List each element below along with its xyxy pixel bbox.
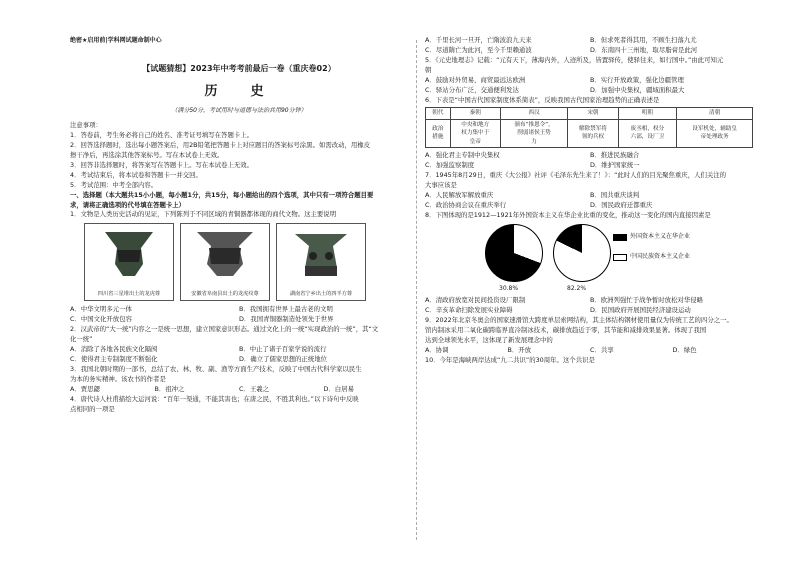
option-c[interactable]: C．加强监察制度 <box>425 160 475 169</box>
question-9-stem: 达到全球领先水平，这体现了新发展理念中的 <box>425 336 553 345</box>
table-cell: 政治 措施 <box>426 119 451 147</box>
option-b[interactable]: B．祖冲之 <box>154 384 185 393</box>
bronze-square-zun-icon <box>283 228 359 280</box>
artifact-caption: 四川省三星堆出土的龙虎尊 <box>97 291 161 298</box>
artifact-caption: 湖南省宁乡出土的四羊方尊 <box>289 291 353 298</box>
q2-options-row <box>70 355 408 365</box>
option-d[interactable]: D．绿色 <box>672 346 697 355</box>
question-3-stem: 3．我国北朝时期的一部书，总结了农、林、牧、副、渔等方面生产技术，反映了中国古代科学家以民生 <box>70 364 362 373</box>
exam-meta: （满分50分，考试用时与道德与法治共用90分钟） <box>171 106 307 114</box>
exam-title: 【试题猜想】2023年中考考前最后一卷（重庆卷02） <box>142 64 336 74</box>
q2-options-row <box>70 345 408 355</box>
option-a[interactable]: A．协调 <box>425 346 449 355</box>
note-item: 1．答卷前，考生务必将自己的姓名、准考证号填写在答题卡上。 <box>70 131 254 140</box>
artifact-image <box>276 223 366 301</box>
table-cell: 中央和地方 权力集中于 皇帝 <box>450 119 500 147</box>
bronze-zun-icon <box>91 228 167 280</box>
option-c[interactable]: C．辛亥革命扫除发展实业障碍 <box>425 306 513 315</box>
pie-data-label: 30.8% <box>499 285 519 293</box>
q1-options-row <box>70 315 408 325</box>
right-column <box>425 36 755 366</box>
option-c[interactable]: C．使得君主专制制度不断强化 <box>70 354 158 363</box>
question-6-stem: 6．下表是“中国古代国家制度体系简表”，反映我国古代国家治理趋势的正确表述是 <box>425 95 660 104</box>
option-a[interactable]: A．中华文明多元一体 <box>70 305 132 314</box>
q9-options-row <box>425 346 755 356</box>
dynasty-table <box>425 107 753 148</box>
table-cell: 解除禁军将 领的兵权 <box>568 119 618 147</box>
option-d[interactable]: D．国民政府迁都重庆 <box>590 200 653 209</box>
q8-options-row <box>425 306 755 316</box>
table-cell: 废丞相，权分 六部，设厂卫 <box>618 119 677 147</box>
question-4-stem: 4．唐代诗人杜甫描绘大运河说：“百年一渠通，不能其害也；在唐之民，不胜其利也。”以下诗句中反映 <box>70 394 359 403</box>
note-item: 擦干净后，再选涂其他答案标号。写在本试卷上无效。 <box>70 150 224 159</box>
table-header: 西汉 <box>500 108 568 119</box>
table-cell: 颁布“推恩令”， 削弱诸侯王势 力 <box>500 119 568 147</box>
secret-label: 绝密★启用前|学科网试题命制中心 <box>70 37 162 44</box>
artifact-image <box>180 223 270 301</box>
q7-options-row <box>425 201 755 211</box>
question-2-stem: 化一统” <box>70 335 93 344</box>
option-b[interactable]: B．我国拥有世界上最古老的文明 <box>239 305 333 314</box>
legend-item-national: 中国民族资本主义企业 <box>613 252 690 261</box>
option-a[interactable]: A．贾思勰 <box>70 384 100 393</box>
q6-options-row <box>425 161 755 171</box>
option-d[interactable]: D．确立了儒家思想的正统地位 <box>239 354 327 363</box>
question-7-stem: 7．1945年8月29日，重庆《大公报》社评《毛泽东先生来了！》：“此时人们的目光聚焦重庆，人们关注的 <box>425 170 727 179</box>
artifact-image <box>84 223 174 301</box>
legend-item-foreign: 外国资本主义在华企业 <box>613 232 690 241</box>
pie-chart-area <box>425 222 755 294</box>
option-b[interactable]: B．中止了诸子百家学说的流行 <box>239 345 327 354</box>
option-d[interactable]: D．民国政府开展国民经济建设运动 <box>590 306 691 315</box>
q3-options-row <box>70 385 408 395</box>
q1-options-row <box>70 305 408 315</box>
question-1-stem: 1．文物是人类历史活动的见证，下列陈列于不同区域的青铜器都体现的商代文物。这主要说明 <box>70 210 337 219</box>
pie-slice-chart-1921 <box>553 224 611 282</box>
option-c[interactable]: C．王羲之 <box>239 384 270 393</box>
table-cell: 设军机处，辅助皇 帝处理政务 <box>677 119 753 147</box>
section-heading: 一、选择题（本大题共15小小题，每小题1分，共15分，每小题给出的四个选项，其中只有一项符合题目要 <box>70 190 374 199</box>
option-c[interactable]: C．政治协商会议在重庆举行 <box>425 200 507 209</box>
option-b[interactable]: B．开放 <box>507 346 532 355</box>
option-d[interactable]: D．我国青铜器制造处领先于世界 <box>239 315 334 324</box>
option-b[interactable]: B．欧洲列强忙于战争暂时放松对华侵略 <box>590 296 704 305</box>
option-b[interactable]: B．推进民族融合 <box>590 151 640 160</box>
question-10-stem: 10．今年是海峡两岸达成“九二共识”的30周年。这个共识是 <box>425 356 595 364</box>
note-item: 3．回答非选择题时，将答案写在答题卡上。写在本试卷上无效。 <box>70 160 254 169</box>
pie-slice-chart-1912 <box>485 224 543 282</box>
question-4-stem: 点相同的一项是 <box>70 404 115 413</box>
table-header: 宋朝 <box>568 108 618 119</box>
option-c[interactable]: C．尽道隋亡为此河，至今千里赖通波 <box>425 45 532 54</box>
question-9-stem: 9．2022年北京冬奥会的国家速滑馆大跨度单层索网结构，其主体结构钢材使用量仅为传统工艺的四分之一。 <box>425 316 733 325</box>
q7-options-row <box>425 191 755 201</box>
artifact-images <box>84 223 408 301</box>
option-a[interactable]: A．鼓励对外贸易，商贸最远达欧洲 <box>425 75 526 84</box>
option-b[interactable]: B．但求死者得其用，不顾生扫落九尤 <box>590 36 697 44</box>
column-divider <box>416 40 417 540</box>
option-c[interactable]: C．中国文化开放包容 <box>70 315 132 324</box>
option-b[interactable]: B．国共重庆谈判 <box>590 190 640 199</box>
left-column <box>70 36 408 414</box>
option-d[interactable]: D．维护国家统一 <box>590 160 640 169</box>
legend-swatch-black <box>613 234 627 241</box>
note-item: 2．回答选择题时，选出每小题答案后，用2B铅笔把答题卡上对应题目的答案标号涂黑。如需改动，用橡皮 <box>70 140 371 149</box>
legend-swatch-white <box>613 254 627 261</box>
option-c[interactable]: C．共享 <box>590 346 614 355</box>
table-header: 朝代 <box>426 108 451 119</box>
note-item: 4．考试结束后，将本试卷和答题卡一并交回。 <box>70 170 202 179</box>
q5-options-row <box>425 86 755 96</box>
question-8-stem: 8．下图体现的是1912—1921年外国资本主义在华企业比重的变化，推动这一变化的国内直接因素是 <box>425 210 711 219</box>
option-d[interactable]: D．东南四十三州地，取尽脂膏是此河 <box>590 45 698 54</box>
table-row <box>426 119 753 147</box>
subject-title: 历 史 <box>204 83 274 99</box>
question-7-stem: 大事应该是 <box>425 180 457 189</box>
question-9-stem: 馆内制冰采用二氧化碳跨临界直冷制冰技术，碳排放趋近于零，其节能和减排效果显著。体现了我国 <box>425 326 707 335</box>
note-item: 5．考试范围：中考全部内容。 <box>70 180 158 189</box>
option-c[interactable]: C．驿站分布广泛，交通便利发达 <box>425 85 519 94</box>
notes-heading: 注意事项： <box>70 121 102 130</box>
q8-options-row <box>425 296 755 306</box>
table-header-row <box>426 108 753 119</box>
artifact-caption: 安徽省阜南县出土的龙虎纹尊 <box>191 291 259 298</box>
option-a[interactable]: A．千里长河一旦开，亡隋波浪九天来 <box>425 36 532 44</box>
q6-options-row <box>425 151 755 161</box>
option-d[interactable]: D．白居易 <box>323 384 354 393</box>
option-a[interactable]: A．强化君主专制中央集权 <box>425 151 500 160</box>
q5-options-row <box>425 76 755 86</box>
table-header: 明朝 <box>618 108 677 119</box>
option-b[interactable]: B．实行开放政策，强化边疆管理 <box>590 75 684 84</box>
section-heading-2: 求，请将正确选项的代号填在答题卡上） <box>70 200 186 209</box>
question-5-stem: 朝 <box>425 65 432 74</box>
question-5-stem: 5．《元史地理志》记载：“元有天下，薄海内外，人迹所及，皆置驿传，使驿往来，如行国中。”由此可知元 <box>425 55 724 64</box>
pie-data-label: 82.2% <box>567 285 587 293</box>
q4-options-row <box>425 36 755 46</box>
option-d[interactable]: D．加强中央集权，疆域面积最大 <box>590 85 685 94</box>
option-a[interactable]: A．消除了各地各民族文化隔阂 <box>70 345 158 354</box>
question-3-stem: 为本的务实精神。该农书的作者是 <box>70 374 166 383</box>
table-header: 清朝 <box>677 108 753 119</box>
bronze-zun-icon <box>187 228 263 280</box>
q4-options-row <box>425 46 755 56</box>
table-header: 秦朝 <box>450 108 500 119</box>
option-a[interactable]: A．清政府放宽对民间投资设厂限制 <box>425 296 526 305</box>
option-a[interactable]: A．人民解放军解放重庆 <box>425 190 494 199</box>
question-2-stem: 2．汉武帝的“大一统”内容之一是统一思想，建立国家意识形态。通过文化上的一统“实现政治的一统”，其“文 <box>70 325 379 334</box>
